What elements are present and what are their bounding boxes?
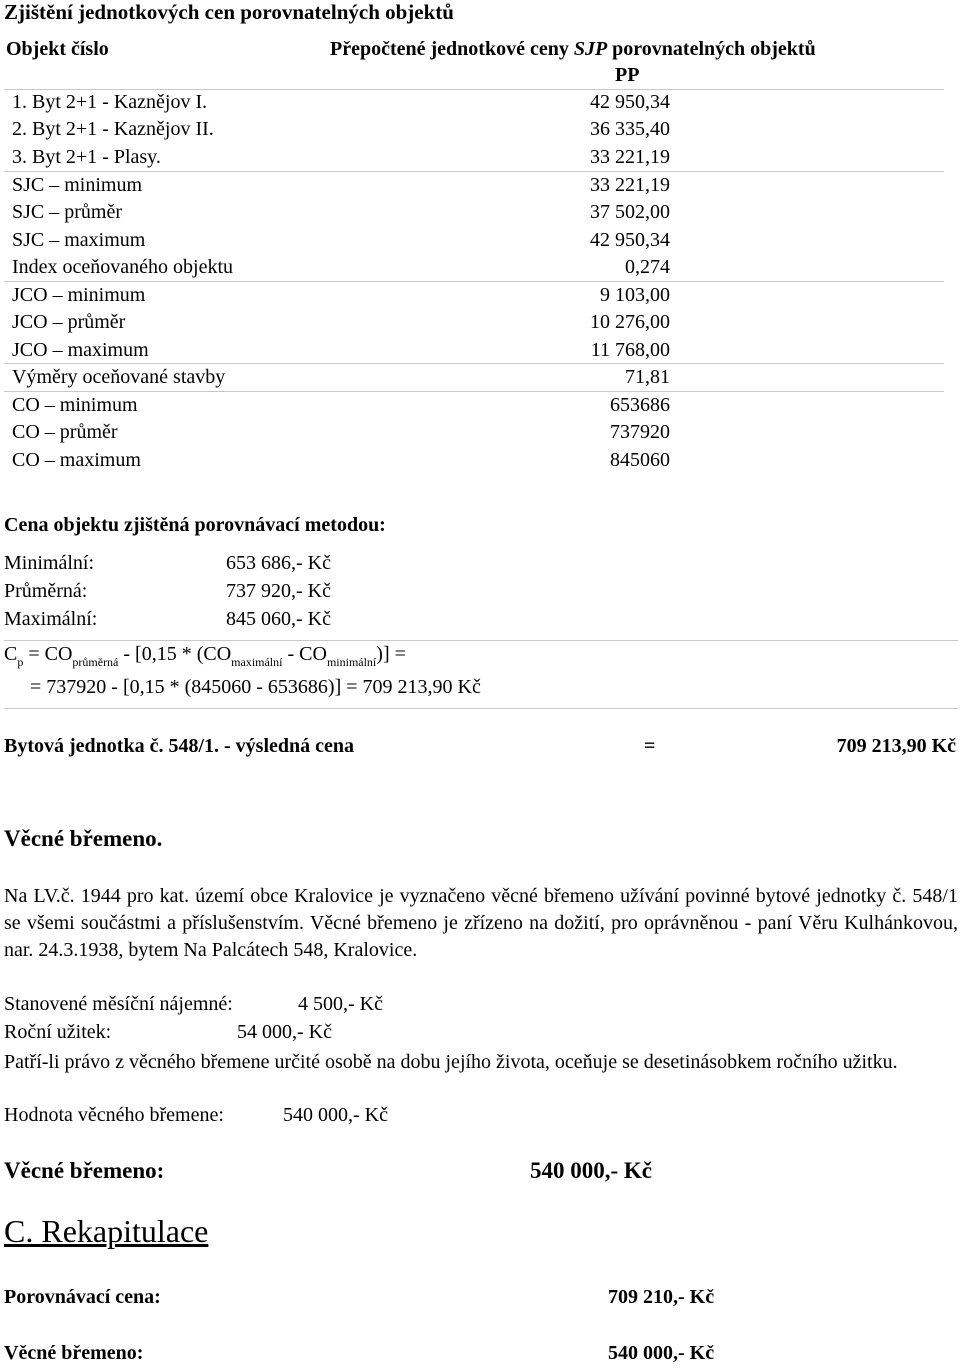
formula-mid2: - CO	[282, 643, 327, 665]
formula-sub-prumerna: průměrná	[72, 655, 119, 669]
row-value: 37 502,00	[590, 201, 670, 223]
recap-title: C. Rekapitulace	[4, 1213, 209, 1249]
table-header-prices-part1: Přepočtené jednotkové ceny	[330, 38, 574, 60]
formula-line2: = 737920 - [0,15 * (845060 - 653686)] = 709 213,90 Kč	[30, 676, 481, 698]
row-value: 42 950,34	[590, 229, 670, 251]
row-label: CO – průměr	[12, 421, 118, 443]
row-value: 42 950,34	[590, 91, 670, 113]
recap-label: Porovnávací cena:	[4, 1286, 161, 1308]
row-value: 11 768,00	[590, 339, 670, 361]
row-label: SJC – minimum	[12, 174, 143, 196]
result-eq: =	[644, 735, 656, 757]
price-value: 845 060,- Kč	[226, 608, 331, 630]
table-header-object: Objekt číslo	[6, 38, 109, 60]
row-value: 9 103,00	[600, 284, 670, 306]
burden-paragraph: Na LV.č. 1944 pro kat. území obce Kralovice je vyznačeno věcné břemeno užívání povinné bytové jednotky č. 548/1 se všemi součástmi a příslušenstvím. Věcné břemeno je zřízeno na dožití, pro oprávněnou - paní Věru Kulhánkovou, nar. 24.3.1938, bytem Na Palcátech 548, Kralovice.	[4, 885, 958, 961]
recap-value: 540 000,- Kč	[608, 1342, 715, 1364]
burden-rule-text: Patří-li právo z věcného břemene určité osobě na dobu jejího života, oceňuje se desetinásobkem ročního užitku.	[4, 1051, 898, 1073]
row-value: 71,81	[625, 366, 670, 388]
yearly-value: 54 000,- Kč	[237, 1021, 332, 1043]
row-label: Index oceňovaného objektu	[12, 256, 234, 278]
result-label: Bytová jednotka č. 548/1. - výsledná cena	[4, 735, 354, 757]
formula-c: C	[4, 643, 18, 665]
burden-value-label: Hodnota věcného břemene:	[4, 1104, 224, 1126]
table-rule	[4, 171, 944, 172]
formula-end: )] =	[376, 643, 406, 665]
row-label: CO – minimum	[12, 394, 138, 416]
formula-sub-maximalni: maximální	[231, 655, 283, 669]
table-rule	[4, 281, 944, 282]
row-label: JCO – maximum	[12, 339, 149, 361]
yearly-label: Roční užitek:	[4, 1021, 112, 1043]
row-value: 0,274	[625, 256, 670, 278]
row-label: Výměry oceňované stavby	[12, 366, 226, 388]
burden-summary-label: Věcné břemeno:	[4, 1158, 165, 1183]
table-header-prices-line2: PP	[615, 64, 640, 86]
row-label: SJC – průměr	[12, 201, 122, 223]
row-value: 33 221,19	[590, 174, 670, 196]
formula-rule	[4, 640, 958, 641]
row-label: 3. Byt 2+1 - Plasy.	[12, 146, 161, 168]
table-rule	[4, 391, 944, 392]
burden-summary-value: 540 000,- Kč	[530, 1158, 653, 1183]
result-value: 709 213,90 Kč	[836, 735, 956, 757]
price-label: Průměrná:	[4, 580, 88, 602]
burden-title: Věcné břemeno.	[4, 826, 163, 851]
price-value: 737 920,- Kč	[226, 580, 331, 602]
row-label: 1. Byt 2+1 - Kaznějov I.	[12, 91, 208, 113]
row-value: 10 276,00	[590, 311, 670, 333]
recap-value: 709 210,- Kč	[608, 1286, 715, 1308]
row-value: 845060	[610, 449, 670, 471]
rent-label: Stanovené měsíční nájemné:	[4, 993, 233, 1015]
price-heading: Cena objektu zjištěná porovnávací metodou:	[4, 514, 386, 536]
formula-line1	[4, 643, 406, 669]
formula-mid1: - [0,15 * (CO	[118, 643, 232, 665]
row-value: 737920	[610, 421, 670, 443]
row-label: 2. Byt 2+1 - Kaznějov II.	[12, 118, 214, 140]
row-label: JCO – minimum	[12, 284, 146, 306]
price-label: Minimální:	[4, 552, 94, 574]
row-label: JCO – průměr	[12, 311, 126, 333]
price-label: Maximální:	[4, 608, 98, 630]
formula-sub-p: p	[17, 655, 24, 669]
row-value: 33 221,19	[590, 146, 670, 168]
formula-eq-co: = CO	[23, 643, 73, 665]
row-label: SJC – maximum	[12, 229, 146, 251]
table-rule	[4, 363, 944, 364]
burden-value-value: 540 000,- Kč	[283, 1104, 388, 1126]
rent-value: 4 500,- Kč	[298, 993, 383, 1015]
table-header-prices-part2: porovnatelných objektů	[607, 38, 816, 60]
row-value: 36 335,40	[590, 118, 670, 140]
row-label: CO – maximum	[12, 449, 141, 471]
recap-label: Věcné břemeno:	[4, 1342, 144, 1364]
formula-sub-minimalni: minimální	[326, 655, 377, 669]
result-rule	[4, 708, 958, 709]
table-rule	[4, 89, 944, 90]
table-header-prices	[330, 38, 816, 61]
section-title: Zjištění jednotkových cen porovnatelných objektů	[4, 0, 454, 24]
row-value: 653686	[610, 394, 670, 416]
price-value: 653 686,- Kč	[226, 552, 331, 574]
table-header-prices-italic: SJP	[573, 38, 608, 60]
